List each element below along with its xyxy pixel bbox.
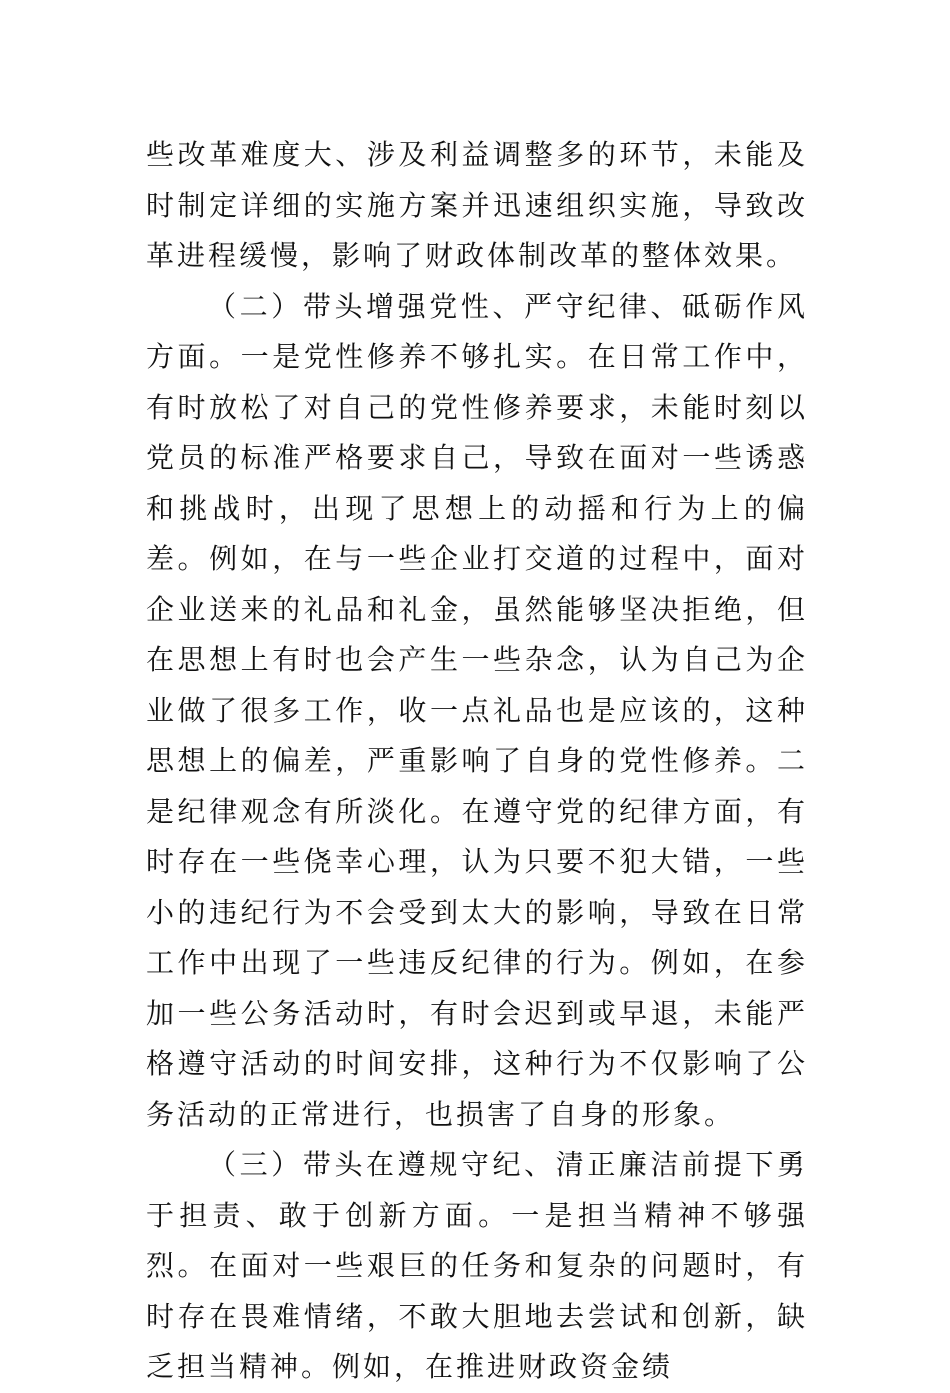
paragraph-section-2: （二）带头增强党性、严守纪律、砥砺作风方面。一是党性修养不够扎实。在日常工作中，有时放松了对自己的党性修养要求，未能时刻以党员的标准严格要求自己，导致在面对一些诱惑和挑战时，出现了思想上的动摇和行为上的偏差。例如，在与一些企业打交道的过程中，面对企业送来的礼品和礼金，虽然能够坚决拒绝，但在思想上有时也会产生一些杂念，认为自己为企业做了很多工作，收一点礼品也是应该的，这种思想上的偏差，严重影响了自身的党性修养。二是纪律观念有所淡化。在遵守党的纪律方面，有时存在一些侥幸心理，认为只要不犯大错，一些小的违纪行为不会受到太大的影响，导致在日常工作中出现了一些违反纪律的行为。例如，在参加一些公务活动时，有时会迟到或早退，未能严格遵守活动的时间安排，这种行为不仅影响了公务活动的正常进行，也损害了自身的形象。 bbox=[146, 289, 808, 1131]
document-body bbox=[146, 130, 808, 1393]
paragraph-continuation: 些改革难度大、涉及利益调整多的环节，未能及时制定详细的实施方案并迅速组织实施，导致改革进程缓慢，影响了财政体制改革的整体效果。 bbox=[146, 138, 808, 272]
paragraph-section-3: （三）带头在遵规守纪、清正廉洁前提下勇于担责、敢于创新方面。一是担当精神不够强烈。在面对一些艰巨的任务和复杂的问题时，有时存在畏难情绪，不敢大胆地去尝试和创新，缺乏担当精神。例如，在推进财政资金绩 bbox=[146, 1148, 808, 1383]
